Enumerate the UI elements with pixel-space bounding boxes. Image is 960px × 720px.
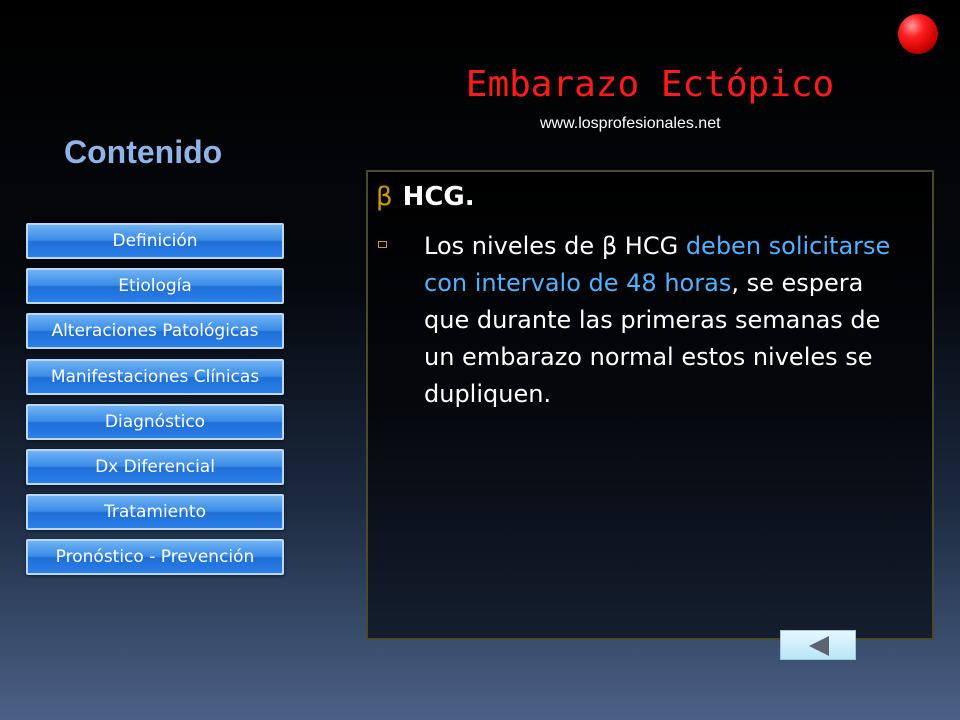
- content-paragraph: [424, 228, 914, 413]
- nav-button-alteraciones-patologicas[interactable]: Alteraciones Patológicas: [26, 313, 284, 349]
- site-url: www.losprofesionales.net: [540, 115, 721, 132]
- nav-button-diagnostico[interactable]: Diagnóstico: [26, 404, 284, 440]
- square-bullet-icon: [378, 241, 387, 248]
- beta-symbol: β: [376, 182, 393, 212]
- close-icon[interactable]: [898, 14, 938, 54]
- nav-button-manifestaciones-clinicas[interactable]: Manifestaciones Clínicas: [26, 359, 284, 395]
- page-title: Embarazo Ectópico: [465, 64, 835, 105]
- para-highlight: deben solicitarse con intervalo de 48 horas: [424, 232, 891, 297]
- content-heading: [376, 182, 475, 212]
- nav-button-tratamiento[interactable]: Tratamiento: [26, 494, 284, 530]
- para-text: HCG: [617, 232, 686, 260]
- para-text: Los niveles de: [424, 232, 602, 260]
- para-text: , se espera que durante las primeras semanas de un embarazo normal estos niveles se dupliquen.: [424, 269, 881, 408]
- heading-text: HCG.: [402, 182, 475, 212]
- triangle-left-icon: [807, 635, 831, 657]
- nav-button-etiologia[interactable]: Etiología: [26, 268, 284, 304]
- nav-button-pronostico-prevencion[interactable]: Pronóstico - Prevención: [26, 539, 284, 575]
- back-button[interactable]: [780, 630, 856, 660]
- para-beta-symbol: β: [601, 232, 618, 260]
- nav-button-dx-diferencial[interactable]: Dx Diferencial: [26, 449, 284, 485]
- contents-heading: Contenido: [64, 134, 223, 170]
- nav-button-definicion[interactable]: Definición: [26, 223, 284, 259]
